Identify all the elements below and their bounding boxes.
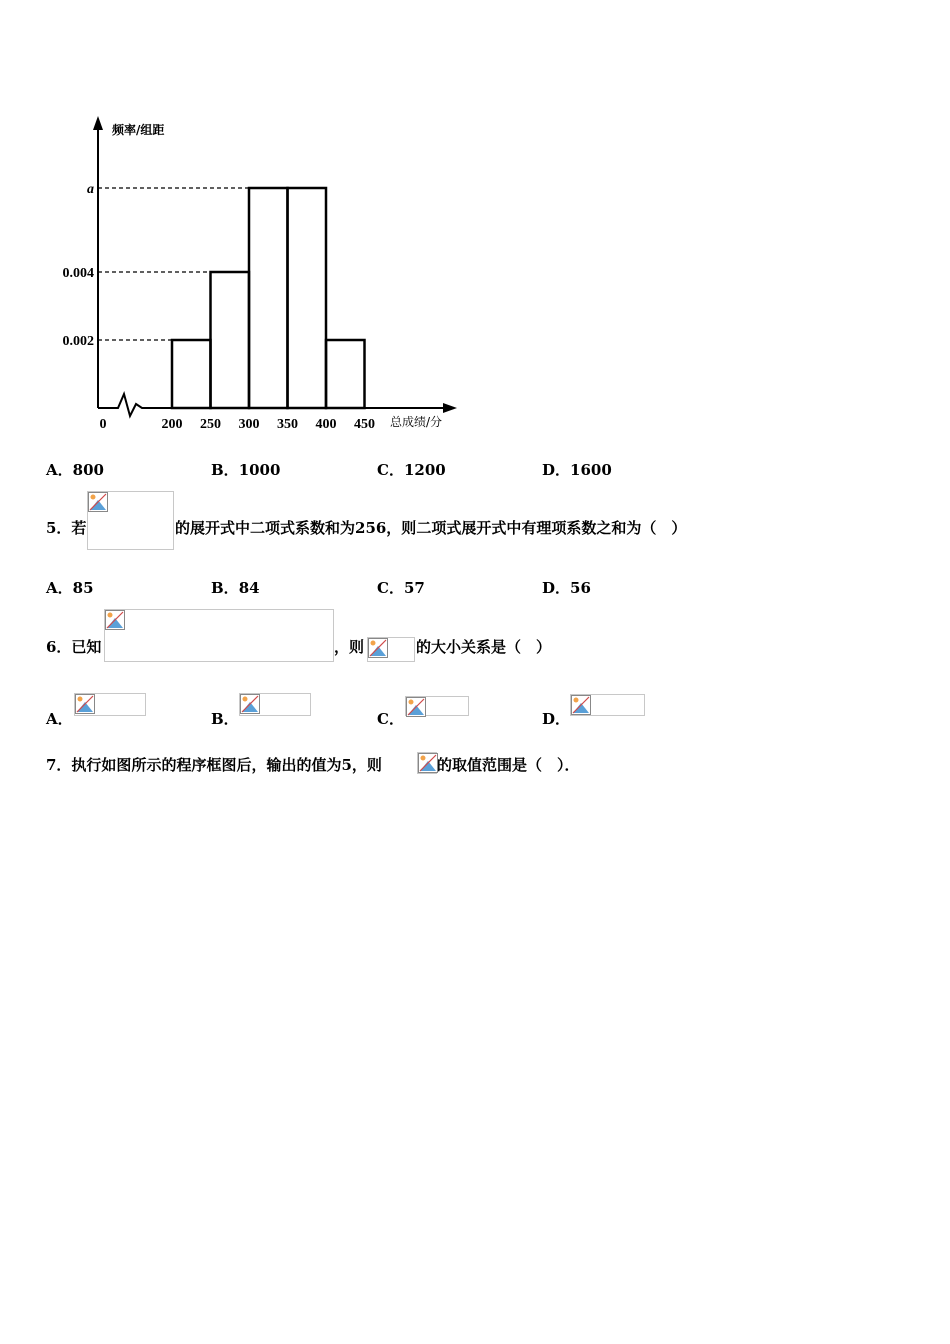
q4-option-a [46, 460, 104, 480]
q6-prefix: 6．已知 [46, 638, 102, 656]
broken-image-icon [571, 695, 591, 715]
x-tick-label: 350 [277, 417, 298, 432]
q6-option-b [211, 709, 239, 729]
x-tick-label: 200 [161, 417, 183, 432]
histogram-bar-5 [326, 340, 365, 408]
q6-option-c [377, 709, 404, 729]
option-letter: A． [46, 461, 73, 479]
option-text: 85 [72, 579, 94, 597]
option-letter: B． [211, 579, 239, 597]
q5-suffix: 的展开式中二项式系数和为256，则二项式展开式中有理项系数之和为（ ） [175, 519, 687, 537]
y-axis-label: 频率/组距 [112, 123, 165, 137]
option-letter: C． [377, 461, 404, 479]
option-text: 1000 [238, 461, 281, 479]
option-text: 1200 [403, 461, 446, 479]
q7-suffix: 的取值范围是（ ）． [437, 756, 580, 774]
q6-middle: ，则 [334, 638, 365, 656]
q5-formula-image [87, 491, 174, 550]
q4-option-c [377, 460, 446, 480]
bar-group [172, 188, 365, 408]
x-tick-label: 250 [200, 417, 221, 432]
y-tick-label: 0.002 [62, 334, 94, 349]
option-letter: D． [542, 461, 571, 479]
q5-option-b [211, 578, 260, 598]
broken-image-icon [418, 753, 438, 773]
x-axis [98, 394, 450, 416]
broken-image-icon [406, 697, 426, 717]
q6-formula-image [104, 609, 334, 662]
broken-image-icon [368, 638, 388, 658]
x-tick-label: 450 [354, 417, 375, 432]
option-letter: A． [46, 710, 73, 728]
q6-suffix: 的大小关系是（ ） [416, 638, 552, 656]
q6-option-a-image [74, 693, 146, 716]
option-letter: D． [542, 579, 571, 597]
x-axis-arrow [443, 403, 457, 413]
q5-option-c [377, 578, 425, 598]
y-tick-label: a [87, 182, 94, 197]
option-letter: C． [377, 710, 404, 728]
x-tick-label: 300 [238, 417, 260, 432]
q5-prefix: 5．若 [46, 519, 87, 537]
y-axis-arrow [93, 116, 103, 130]
option-letter: D． [542, 710, 571, 728]
q7-variable-image [417, 752, 437, 774]
option-text: 84 [238, 579, 260, 597]
q6-variables-image [367, 637, 415, 662]
histogram-bar-4 [288, 188, 327, 408]
option-letter: B． [211, 710, 239, 728]
option-text: 56 [570, 579, 591, 597]
histogram-bar-2 [211, 272, 250, 408]
q6-option-a [46, 709, 73, 729]
broken-image-icon [75, 694, 95, 714]
broken-image-icon [105, 610, 125, 630]
option-text: 57 [403, 579, 425, 597]
histogram-bar-1 [172, 340, 211, 408]
option-text: 1600 [570, 461, 612, 479]
broken-image-icon [240, 694, 260, 714]
option-letter: A． [46, 579, 73, 597]
option-letter: B． [211, 461, 239, 479]
q6-option-c-image [405, 696, 469, 716]
broken-image-icon [88, 492, 108, 512]
histogram-chart [40, 110, 470, 440]
q7-prefix: 7．执行如图所示的程序框图后，输出的值为5，则 [46, 756, 382, 774]
x-tick-label: 400 [315, 417, 337, 432]
histogram-bar-3 [249, 188, 288, 408]
q5-option-a [46, 578, 94, 598]
q6-option-b-image [239, 693, 311, 716]
option-text: 800 [72, 461, 104, 479]
q5-option-d [542, 578, 591, 598]
label-group [63, 122, 443, 432]
x-axis-label: 总成绩/分 [390, 415, 443, 429]
q4-option-b [211, 460, 280, 480]
option-letter: C． [377, 579, 404, 597]
y-tick-label: 0.004 [62, 266, 94, 281]
origin-label: 0 [99, 417, 107, 432]
q6-option-d-image [570, 694, 645, 716]
gridline-group [98, 188, 249, 340]
q6-option-d [542, 709, 570, 729]
q4-option-d [542, 460, 612, 480]
